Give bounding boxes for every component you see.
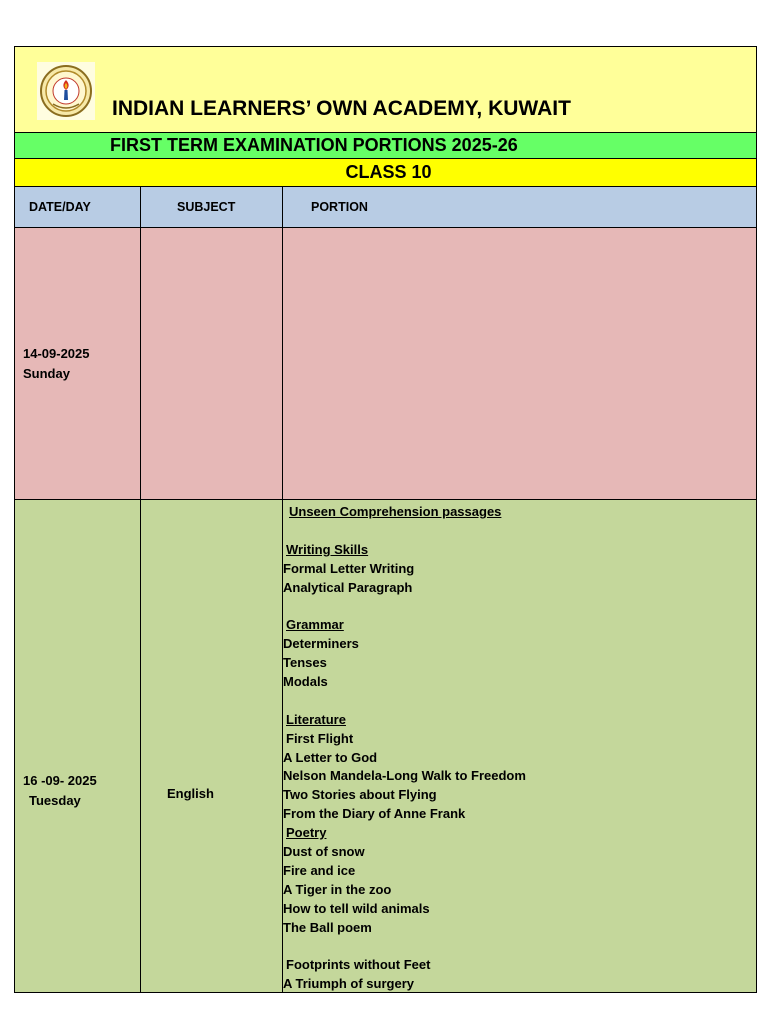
school-name: INDIAN LEARNERS’ OWN ACADEMY, KUWAIT (112, 97, 571, 120)
school-header (14, 46, 757, 132)
portion-item: A Letter to God (283, 749, 378, 765)
portion-item: Determiners (283, 636, 359, 652)
portion-item: A Tiger in the zoo (283, 881, 392, 897)
portion-spacer (283, 937, 756, 956)
portion-spacer (283, 692, 756, 711)
row-1-portion-cell (282, 227, 757, 499)
portion-item: Tenses (283, 655, 327, 671)
portion-item: First Flight (286, 730, 354, 746)
portion-heading-grammar: Grammar (286, 617, 344, 633)
class-label: CLASS 10 (345, 162, 432, 182)
exam-portion-sheet (14, 46, 757, 993)
row-1-subject-cell (140, 227, 282, 499)
row-1-date: 14-09-2025 (23, 345, 90, 361)
row-2-date: 16 -09- 2025 (23, 773, 97, 788)
portion-heading-comprehension: Unseen Comprehension passages (289, 504, 502, 519)
exam-title: FIRST TERM EXAMINATION PORTIONS 2025-26 (110, 135, 518, 155)
portion-item: Nelson Mandela-Long Walk to Freedom (283, 768, 526, 784)
column-header-date: DATE/DAY (14, 186, 140, 227)
row-2-subject-cell (140, 499, 282, 993)
portion-table (14, 186, 757, 993)
row-2-portion-cell (282, 499, 757, 993)
portion-item: A Triumph of surgery (283, 976, 414, 992)
row-2-day: Tuesday (29, 793, 81, 808)
portion-item: Formal Letter Writing (283, 560, 415, 576)
portion-item: Two Stories about Flying (283, 787, 437, 803)
portion-heading-footprints: Footprints without Feet (286, 957, 431, 973)
exam-title-band (14, 132, 757, 159)
row-2-subject: English (167, 785, 214, 801)
row-1-day: Sunday (23, 365, 70, 381)
portion-item: How to tell wild animals (283, 900, 430, 916)
portion-heading-literature: Literature (286, 711, 346, 727)
portion-item: Analytical Paragraph (283, 579, 413, 595)
row-1-date-cell (14, 227, 140, 499)
portion-spacer (283, 597, 756, 616)
school-emblem-torch-icon (37, 62, 95, 120)
portion-item: Fire and ice (283, 862, 356, 878)
portion-item: The Ball poem (283, 919, 372, 935)
portion-item: From the Diary of Anne Frank (283, 806, 466, 822)
portion-heading-writing: Writing Skills (286, 541, 369, 557)
column-header-portion: PORTION (282, 186, 757, 227)
row-2-date-cell (14, 499, 140, 993)
column-header-subject: SUBJECT (140, 186, 282, 227)
portion-item: Modals (283, 674, 328, 690)
portion-heading-poetry: Poetry (286, 825, 327, 841)
class-band (14, 159, 757, 186)
portion-item: Dust of snow (283, 844, 365, 860)
portion-spacer (283, 522, 756, 541)
